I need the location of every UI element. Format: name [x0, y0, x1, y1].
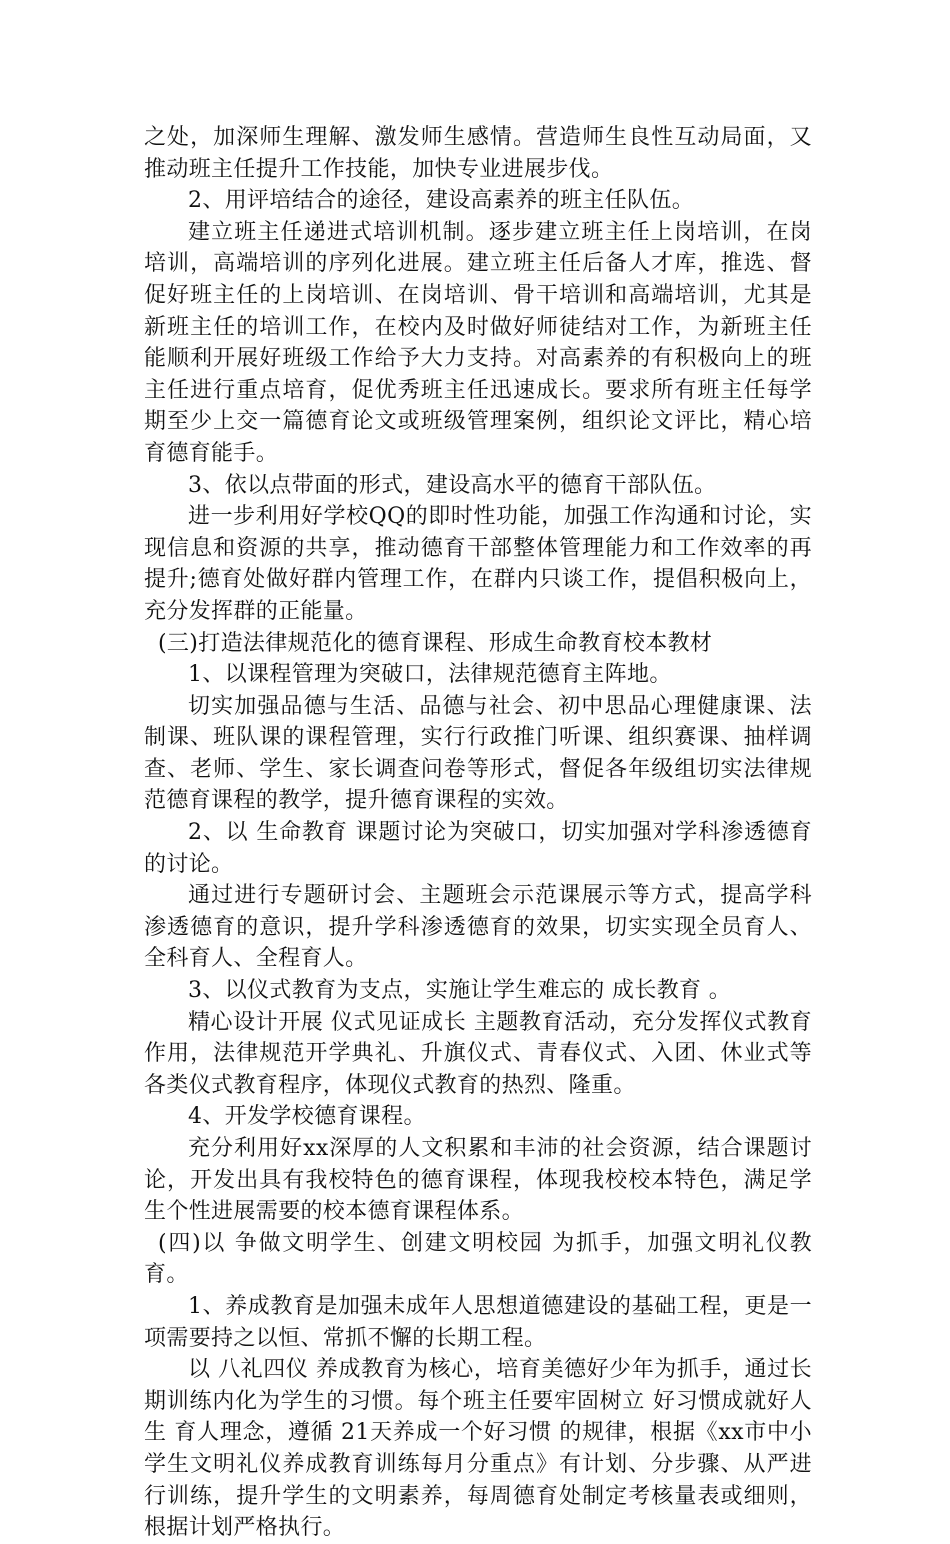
paragraph: 之处，加深师生理解、激发师生感情。营造师生良性互动局面，又推动班主任提升工作技能，加快专业进展步伐。: [144, 125, 812, 182]
paragraph: (四)以 争做文明学生、创建文明校园 为抓手，加强文明礼仪教育。: [144, 1230, 812, 1288]
paragraph: 3、以仪式教育为支点，实施让学生难忘的 成长教育 。: [188, 978, 732, 1004]
paragraph: 2、用评培结合的途径，建设高素养的班主任队伍。: [188, 188, 695, 214]
paragraph: 精心设计开展 仪式见证成长 主题教育活动，充分发挥仪式教育作用，法律规范开学典礼、升旗仪式、青春仪式、入团、休业式等各类仪式教育程序，体现仪式教育的热烈、隆重。: [144, 1009, 812, 1098]
paragraph: 建立班主任递进式培训机制。逐步建立班主任上岗培训，在岗培训，高端培训的序列化进展。建立班主任后备人才库，推选、督促好班主任的上岗培训、在岗培训、骨干培训和高端培训，尤其是新班主任的培训工作，在校内及时做好师徒结对工作，为新班主任能顺利开展好班级工作给予大力支持。对高素养的有积极向上的班主任进行重点培育，促优秀班主任迅速成长。要求所有班主任每学期至少上交一篇德育论文或班级管理案例，组织论文评比，精心培育德育能手。: [144, 219, 812, 466]
paragraph: (三)打造法律规范化的德育课程、形成生命教育校本教材: [158, 630, 713, 656]
paragraph: 通过进行专题研讨会、主题班会示范课展示等方式，提高学科渗透德育的意识，提升学科渗透德育的效果，切实实现全员育人、全科育人、全程育人。: [144, 883, 812, 972]
document-body: [144, 122, 812, 1544]
paragraph: 2、以 生命教育 课题讨论为突破口，切实加强对学科渗透德育的讨论。: [144, 820, 812, 877]
paragraph: 1、以课程管理为突破口，法律规范德育主阵地。: [188, 662, 672, 688]
paragraph: 切实加强品德与生活、品德与社会、初中思品心理健康课、法制课、班队课的课程管理，实行行政推门听课、组织赛课、抽样调查、老师、学生、家长调查问卷等形式，督促各年级组切实法律规范德育课程的教学，提升德育课程的实效。: [144, 693, 812, 814]
paragraph: 以 八礼四仪 养成教育为核心，培育美德好少年为抓手，通过长期训练内化为学生的习惯。每个班主任要牢固树立 好习惯成就好人生 育人理念，遵循 21天养成一个好习惯 的规律，根据《xx市中小学生文明礼仪养成教育训练每月分重点》有计划、分步骤、从严进行训练，提升学生的文明素养，每周德育处制定考核量表或细则，根据计划严格执行。: [144, 1357, 812, 1541]
paragraph: 1、养成教育是加强未成年人思想道德建设的基础工程，更是一项需要持之以恒、常抓不懈的长期工程。: [144, 1293, 812, 1351]
paragraph: 进一步利用好学校QQ的即时性功能，加强工作沟通和讨论，实现信息和资源的共享，推动德育干部整体管理能力和工作效率的再提升;德育处做好群内管理工作，在群内只谈工作，提倡积极向上，充分发挥群的正能量。: [144, 504, 812, 624]
paragraph: 充分利用好xx深厚的人文积累和丰沛的社会资源，结合课题讨论，开发出具有我校特色的德育课程，体现我校校本特色，满足学生个性进展需要的校本德育课程体系。: [144, 1136, 812, 1225]
paragraph: 4、开发学校德育课程。: [188, 1104, 426, 1130]
paragraph: 3、依以点带面的形式，建设高水平的德育干部队伍。: [188, 472, 717, 498]
